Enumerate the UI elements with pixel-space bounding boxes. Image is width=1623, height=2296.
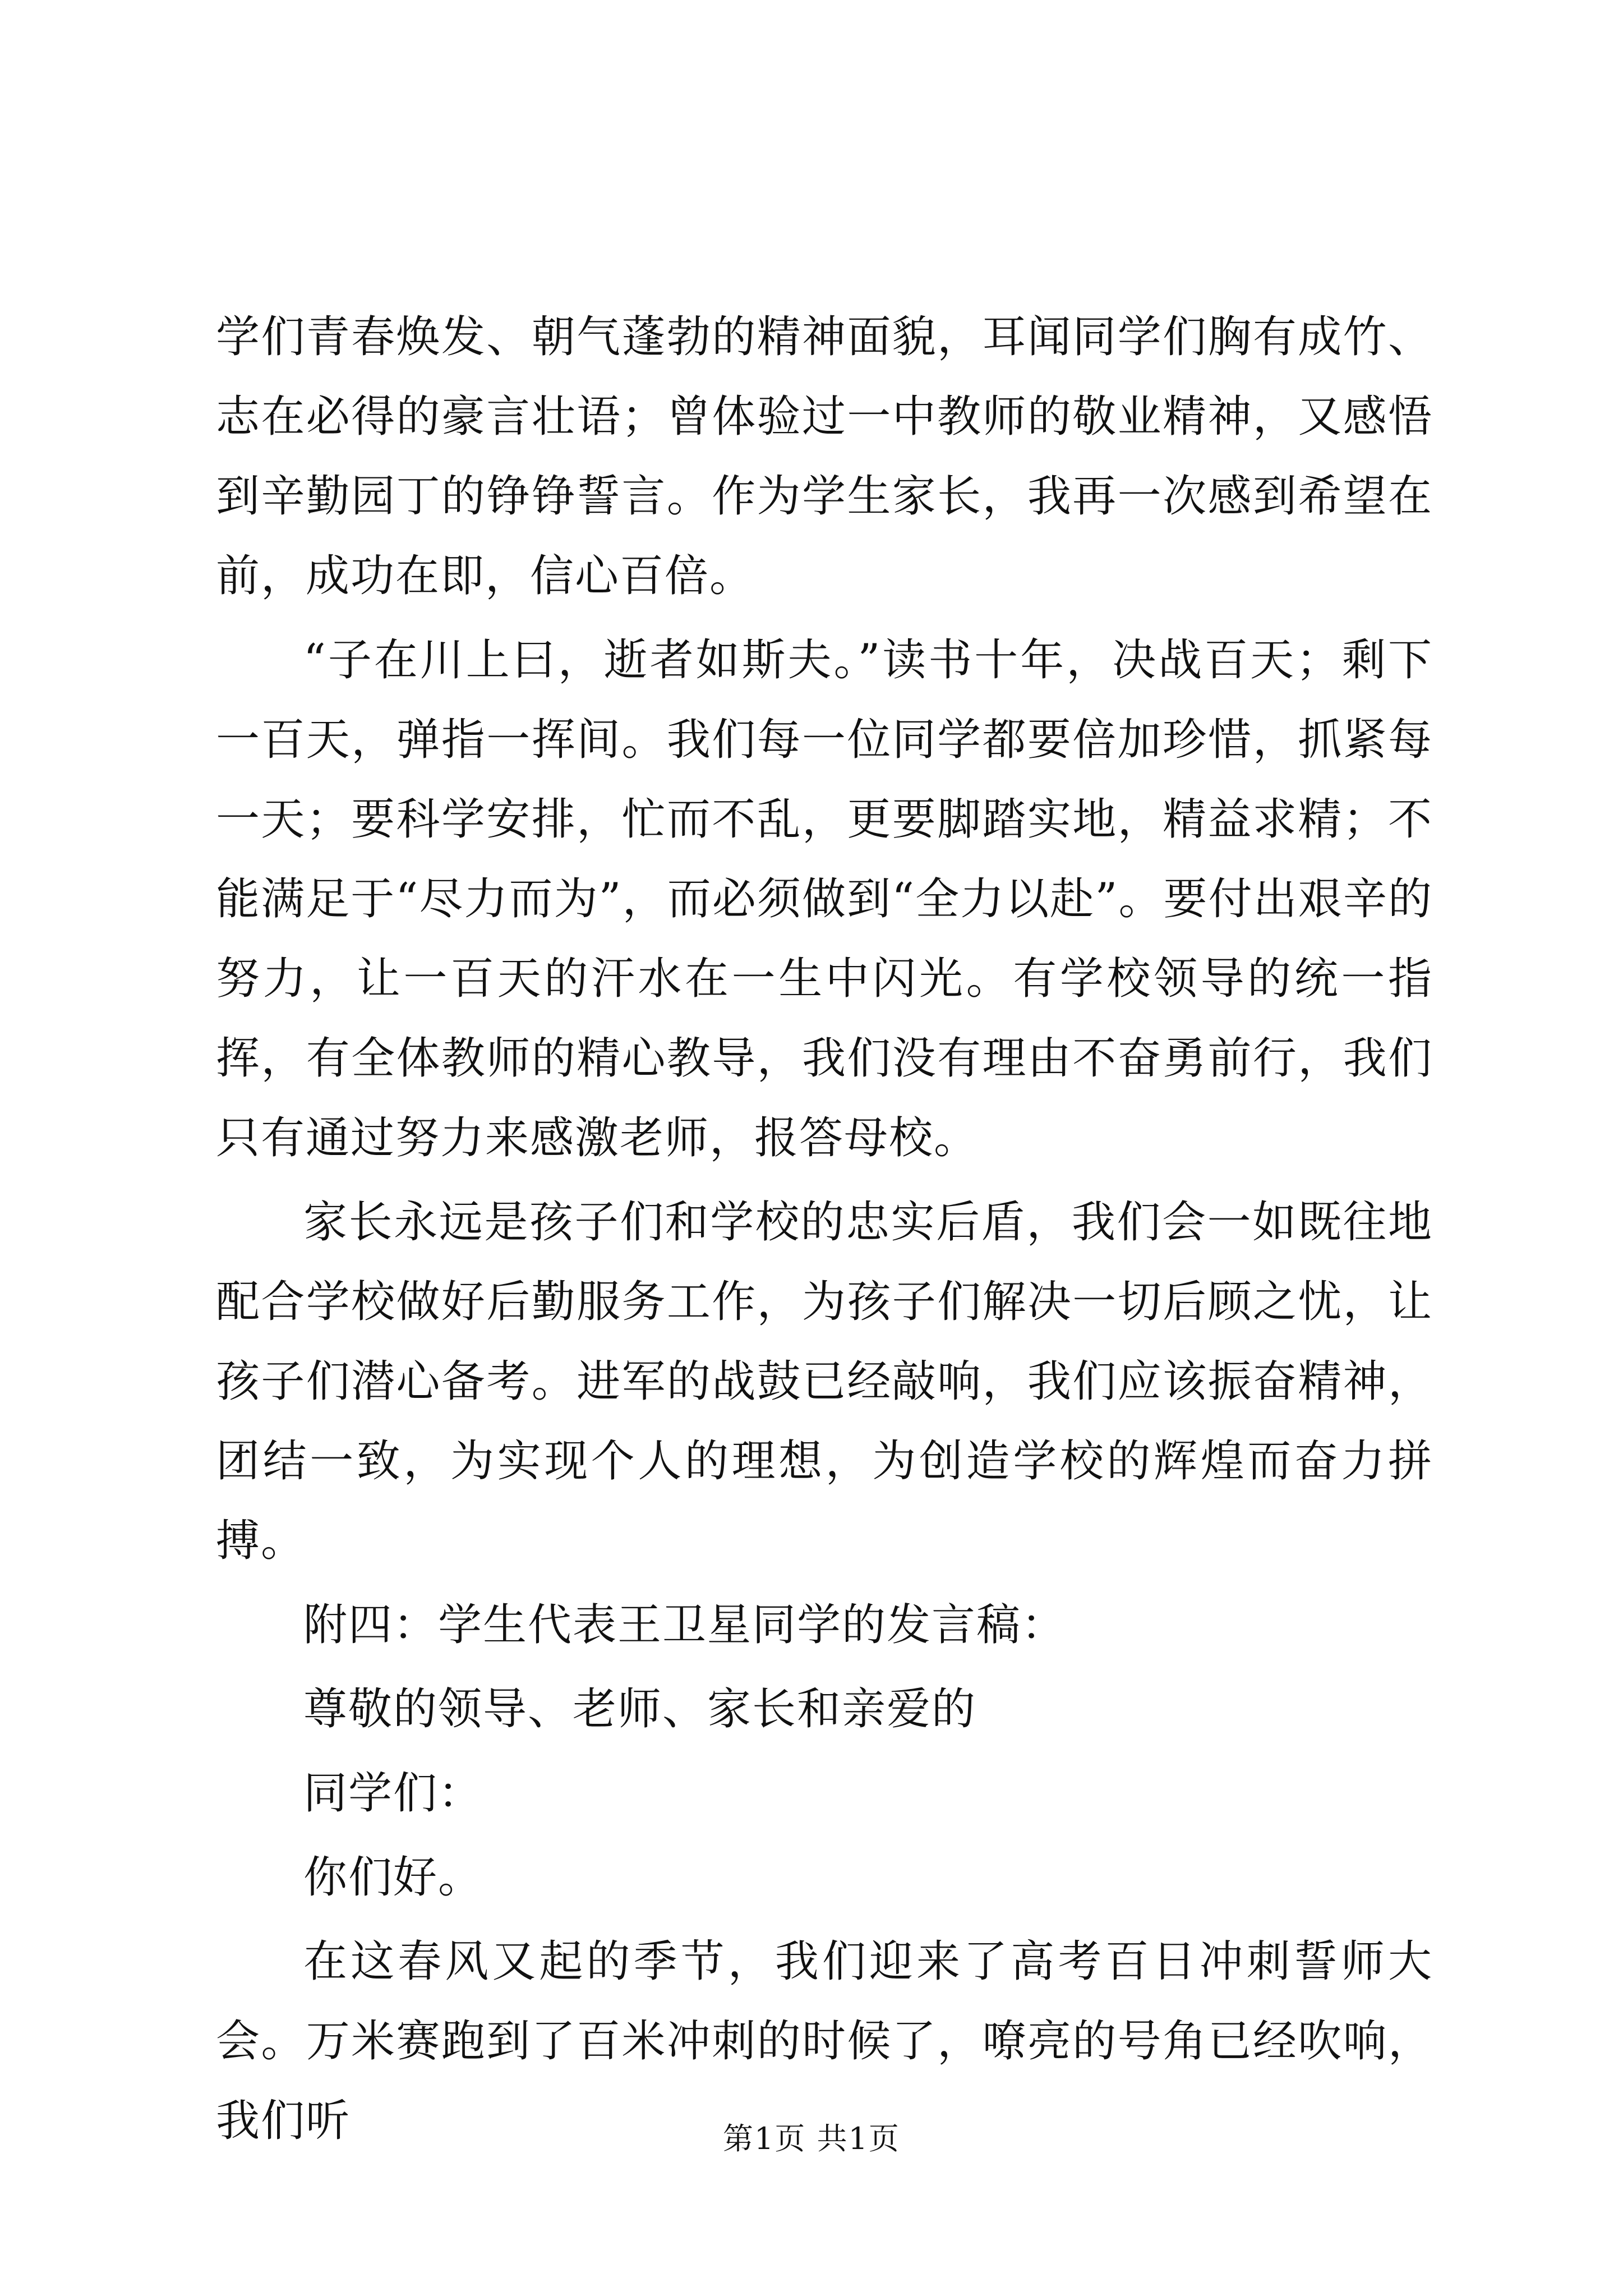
paragraph-7: 你们好。	[303, 1852, 483, 1903]
paragraph-5: 尊敬的领导、老师、家长和亲爱的	[303, 1684, 977, 1734]
paragraph-1: 学们青春焕发、朝气蓬勃的精神面貌，耳闻同学们胸有成竹、志在必得的豪言壮语；曾体验过一中教师的敬业精神，又感悟到辛勤园丁的铮铮誓言。作为学生家长，我再一次感到希望在前，成功在即，信心百倍。	[216, 312, 1433, 601]
paragraph-4: 附四：学生代表王卫星同学的发言稿：	[303, 1600, 1067, 1650]
page-footer: 第1页 共1页	[723, 2121, 900, 2156]
paragraph-6: 同学们：	[303, 1768, 483, 1819]
document-body	[216, 297, 1433, 2165]
paragraph-3: 家长永远是孩子们和学校的忠实后盾，我们会一如既往地配合学校做好后勤服务工作，为孩子们解决一切后顾之忧，让孩子们潜心备考。进军的战鼓已经敲响，我们应该振奋精神，团结一致，为实现个人的理想，为创造学校的辉煌而奋力拼搏。	[216, 1197, 1433, 1566]
paragraph-2: “子在川上曰，逝者如斯夫。”读书十年，决战百天；剩下一百天，弹指一挥间。我们每一位同学都要倍加珍惜，抓紧每一天；要科学安排，忙而不乱，更要脚踏实地，精益求精；不能满足于“尽力而为”，而必须做到“全力以赴”。要付出艰辛的努力，让一百天的汗水在一生中闪光。有学校领导的统一指挥，有全体教师的精心教导，我们没有理由不奋勇前行，我们只有通过努力来感激老师，报答母校。	[216, 635, 1433, 1163]
paragraph-8: 在这春风又起的季节，我们迎来了高考百日冲刺誓师大会。万米赛跑到了百米冲刺的时候了，嘹亮的号角已经吹响，我们听	[216, 1936, 1433, 2146]
